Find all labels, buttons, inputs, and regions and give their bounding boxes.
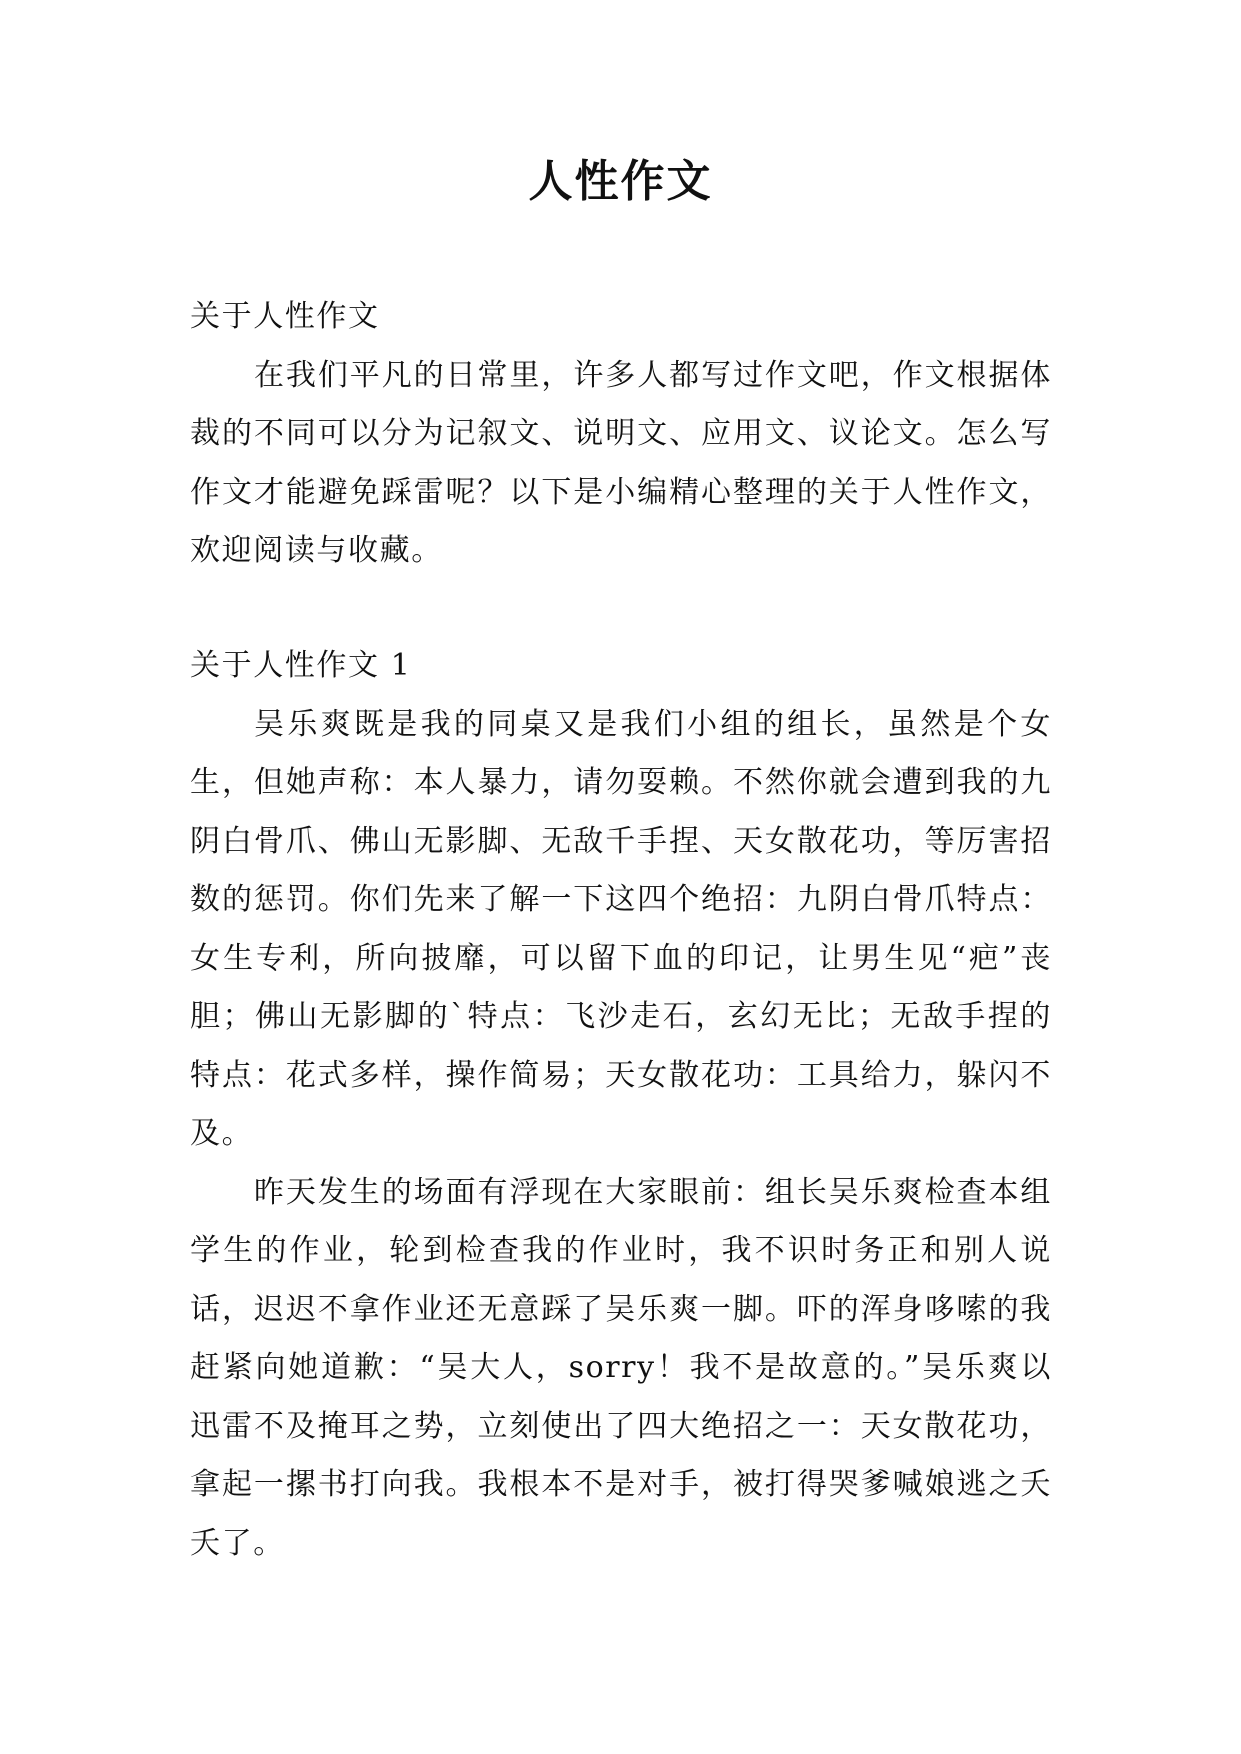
intro-section [190, 288, 1052, 581]
article-1-paragraph-2: 昨天发生的场面有浮现在大家眼前：组长吴乐爽检查本组学生的作业，轮到检查我的作业时，我不识时务正和别人说话，迟迟不拿作业还无意踩了吴乐爽一脚。吓的浑身哆嗦的我赶紧向她道歉：“吴大人，sorry！我不是故意的。”吴乐爽以迅雷不及掩耳之势，立刻使出了四大绝招之一：天女散花功，拿起一摞书打向我。我根本不是对手，被打得哭爹喊娘逃之夭夭了。 [190, 1174, 1052, 1561]
article-1-section [190, 637, 1052, 1573]
document-title: 人性作文 [528, 156, 713, 207]
article-1-heading: 关于人性作文 1 [190, 648, 412, 683]
article-1-paragraph-1: 吴乐爽既是我的同桌又是我们小组的组长，虽然是个女生，但她声称：本人暴力，请勿耍赖。不然你就会遭到我的九阴白骨爪、佛山无影脚、无敌千手捏、天女散花功，等厉害招数的惩罚。你们先来了解一下这四个绝招：九阴白骨爪特点：女生专利，所向披靡，可以留下血的印记，让男生见“疤”丧胆；佛山无影脚的`特点：飞沙走石，玄幻无比；无敌手捏的特点：花式多样，操作简易；天女散花功：工具给力，躲闪不及。 [190, 706, 1052, 1151]
intro-paragraph: 在我们平凡的日常里，许多人都写过作文吧，作文根据体裁的不同可以分为记叙文、说明文、应用文、议论文。怎么写作文才能避免踩雷呢？以下是小编精心整理的关于人性作文，欢迎阅读与收藏。 [190, 357, 1052, 568]
intro-heading: 关于人性作文 [190, 299, 380, 334]
